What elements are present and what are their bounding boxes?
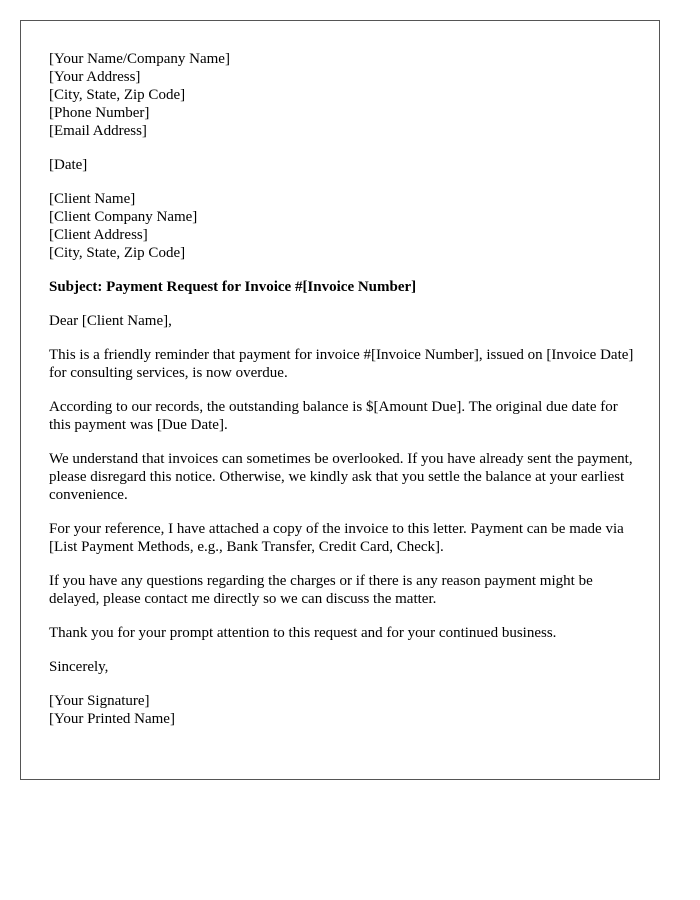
sender-email: [Email Address] [49, 123, 147, 139]
recipient-client-name: [Client Name] [49, 191, 136, 207]
sender-block [49, 50, 631, 140]
recipient-city-state-zip: [City, State, Zip Code] [49, 245, 186, 261]
body-paragraph-reference: For your reference, I have attached a copy of the invoice to this letter. Payment can be made via [List Payment Methods, e.g., Bank Transfer, Credit Card, Check]. [49, 521, 624, 555]
body-paragraph-balance: According to our records, the outstanding balance is $[Amount Due]. The original due date for this payment was [Due Date]. [49, 399, 618, 433]
letter-date: [Date] [49, 157, 88, 173]
subject-line: Subject: Payment Request for Invoice #[Invoice Number] [49, 279, 417, 295]
sender-address: [Your Address] [49, 69, 141, 85]
body-paragraph-reminder: This is a friendly reminder that payment for invoice #[Invoice Number], issued on [Invoice Date] for consulting services, is now overdue. [49, 347, 634, 381]
sender-phone: [Phone Number] [49, 105, 150, 121]
sender-city-state-zip: [City, State, Zip Code] [49, 87, 186, 103]
signature-placeholder: [Your Signature] [49, 693, 150, 709]
date-block [49, 156, 631, 174]
salutation: Dear [Client Name], [49, 313, 172, 329]
recipient-company-name: [Client Company Name] [49, 209, 198, 225]
body-paragraph-overlooked: We understand that invoices can sometimes be overlooked. If you have already sent the payment, please disregard this notice. Otherwise, we kindly ask that you settle the balance at your earliest convenience. [49, 451, 633, 503]
sender-name: [Your Name/Company Name] [49, 51, 230, 67]
printed-name: [Your Printed Name] [49, 711, 175, 727]
recipient-block [49, 190, 631, 262]
letter-page [20, 20, 660, 780]
body-paragraph-thanks: Thank you for your prompt attention to this request and for your continued business. [49, 625, 557, 641]
body-paragraph-questions: If you have any questions regarding the charges or if there is any reason payment might be delayed, please contact me directly so we can discuss the matter. [49, 573, 593, 607]
closing: Sincerely, [49, 659, 109, 675]
recipient-address: [Client Address] [49, 227, 148, 243]
signature-block [49, 692, 631, 728]
